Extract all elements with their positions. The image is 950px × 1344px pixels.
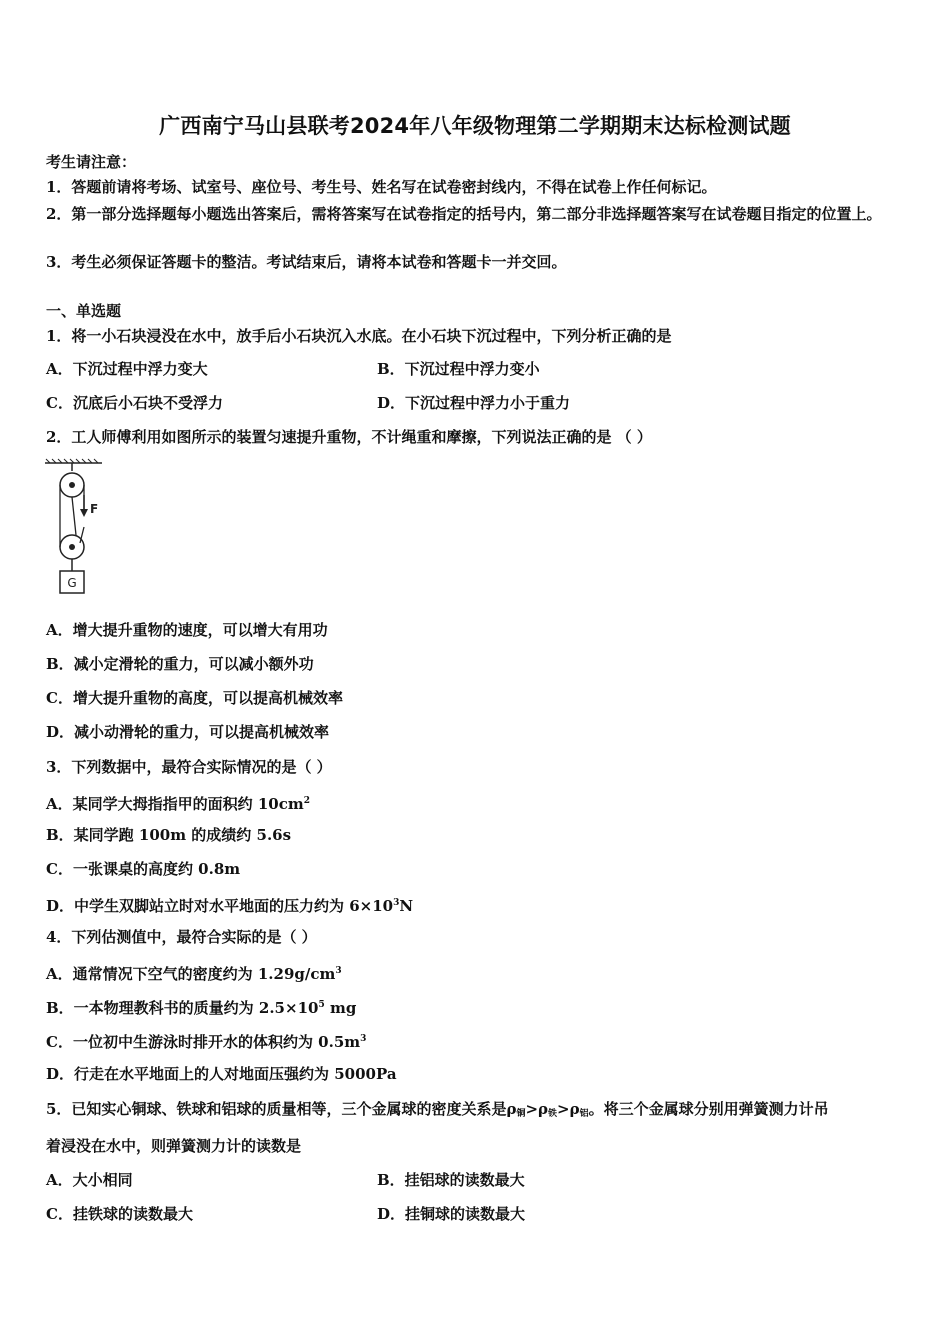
q3-option-d-text: D．中学生双脚站立时对水平地面的压力约为 6×10	[46, 897, 394, 915]
q5-option-b: B．挂铝球的读数最大	[377, 1171, 525, 1189]
q5-stem	[46, 1099, 829, 1124]
q5-rho-copper: ρ	[506, 1100, 517, 1118]
q4-stem: 4．下列估测值中，最符合实际的是（ ）	[46, 928, 317, 946]
q3-option-a	[46, 791, 310, 814]
q1-option-b: B．下沉过程中浮力变小	[377, 360, 540, 378]
q4-option-a-sup: 3	[335, 966, 342, 976]
q1-option-d: D．下沉过程中浮力小于重力	[377, 394, 571, 412]
q4-option-d: D．行走在水平地面上的人对地面压强约为 5000Pa	[46, 1065, 397, 1083]
q4-option-b-text: B．一本物理教科书的质量约为 2.5×10	[46, 999, 319, 1017]
movable-pulley	[60, 535, 84, 559]
q2-option-a: A．增大提升重物的速度，可以增大有用功	[46, 621, 328, 639]
q4-option-b-unit: mg	[324, 999, 357, 1017]
q5-gt-2: >	[557, 1100, 570, 1118]
q5-sub-al: 铝	[579, 1109, 589, 1119]
pulley-diagram	[40, 455, 120, 600]
q5-option-d: D．挂铜球的读数最大	[377, 1205, 526, 1223]
notice-item-1: 1．答题前请将考场、试室号、座位号、考生号、姓名写在试卷密封线内，不得在试卷上作任何标记。	[46, 178, 717, 196]
q2-option-b: B．减小定滑轮的重力，可以减小额外功	[46, 655, 314, 673]
page-title: 广西南宁马山县联考2024年八年级物理第二学期期末达标检测试题	[159, 114, 791, 138]
q5-option-c: C．挂铁球的读数最大	[46, 1205, 193, 1223]
q2-option-d: D．减小动滑轮的重力，可以提高机械效率	[46, 723, 330, 741]
ceiling-hatch	[45, 459, 102, 463]
section-heading: 一、单选题	[46, 302, 122, 320]
q3-option-d	[46, 893, 413, 916]
notice-item-3: 3．考生必须保证答题卡的整洁。考试结束后，请将本试卷和答题卡一并交回。	[46, 253, 567, 271]
q5-rho-al: ρ	[569, 1100, 580, 1118]
q2-option-c: C．增大提升重物的高度，可以提高机械效率	[46, 689, 343, 707]
q5-sub-iron: 铁	[548, 1109, 558, 1119]
q3-stem: 3．下列数据中，最符合实际情况的是（ ）	[46, 758, 332, 776]
q4-option-c-text: C．一位初中生游泳时排开水的体积约为 0.5m	[46, 1033, 361, 1051]
q3-option-c: C．一张课桌的高度约 0.8m	[46, 860, 241, 878]
q5-stem-pre: 5．已知实心铜球、铁球和铝球的质量相等，三个金属球的密度关系是	[46, 1100, 507, 1118]
q3-option-a-sup: 2	[303, 796, 311, 806]
q4-option-b	[46, 995, 356, 1018]
notice-heading: 考生请注意：	[46, 153, 137, 171]
q5-option-a: A．大小相同	[46, 1171, 133, 1189]
q3-option-d-unit: N	[399, 897, 414, 915]
q2-stem: 2．工人师傅利用如图所示的装置匀速提升重物，不计绳重和摩擦，下列说法正确的是 （ ）	[46, 428, 652, 446]
q4-option-c	[46, 1029, 366, 1052]
q4-option-c-sup: 3	[360, 1034, 367, 1044]
q5-gt-1: >	[525, 1100, 539, 1118]
q4-option-a-text: A．通常情况下空气的密度约为 1.29g/cm	[46, 965, 336, 983]
fixed-pulley	[60, 473, 84, 497]
q1-option-c: C．沉底后小石块不受浮力	[46, 394, 223, 412]
q4-option-a	[46, 961, 342, 984]
q4-option-b-sup: 5	[318, 1000, 325, 1010]
q1-option-a: A．下沉过程中浮力变大	[46, 360, 208, 378]
q3-option-d-sup: 3	[393, 898, 400, 908]
q5-sub-copper: 铜	[516, 1109, 526, 1119]
q5-rho-iron: ρ	[538, 1100, 549, 1118]
q3-option-b: B．某同学跑 100m 的成绩约 5.6s	[46, 826, 292, 844]
q1-stem: 1．将一小石块浸没在水中，放手后小石块沉入水底。在小石块下沉过程中，下列分析正确的是	[46, 327, 672, 345]
q3-option-a-text: A．某同学大拇指指甲的面积约 10cm	[46, 795, 304, 813]
force-label: F	[90, 502, 99, 516]
q5-stem-line2: 着浸没在水中，则弹簧测力计的读数是	[46, 1137, 302, 1155]
notice-item-2: 2．第一部分选择题每小题选出答案后，需将答案写在试卷指定的括号内，第二部分非选择题答案写在试卷题目指定的位置上。	[46, 205, 882, 223]
q5-stem-post: 。将三个金属球分别用弹簧测力计吊	[588, 1100, 829, 1118]
weight-label: G	[67, 576, 77, 590]
force-arrow	[80, 495, 88, 517]
